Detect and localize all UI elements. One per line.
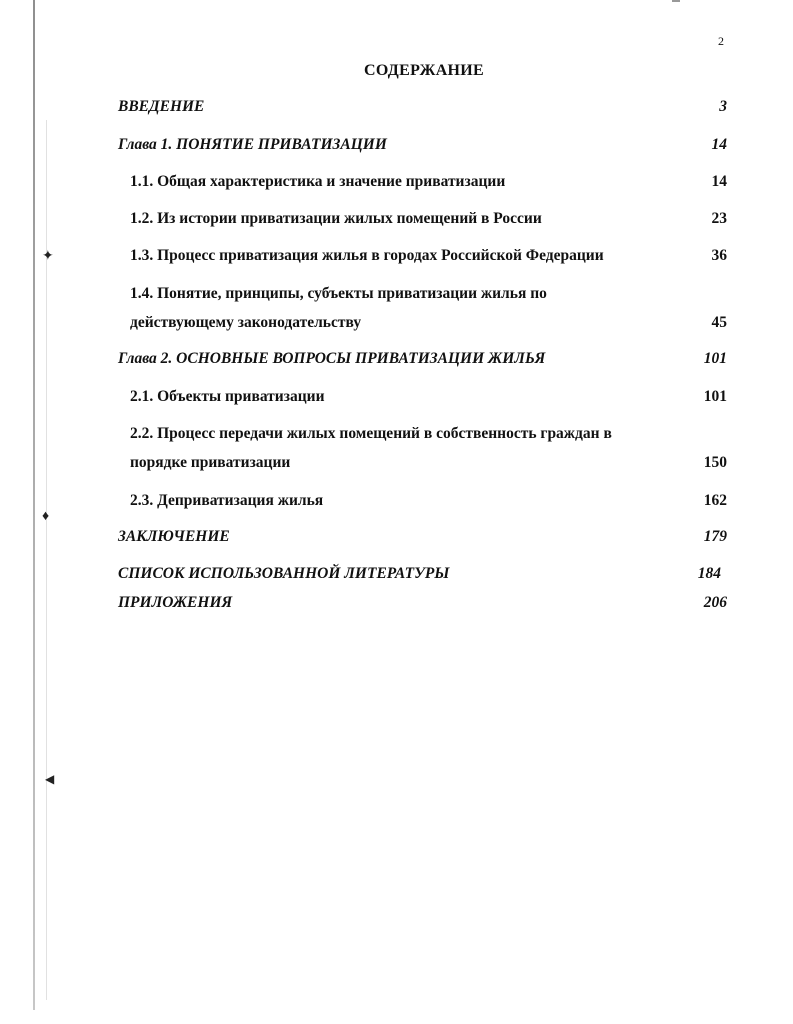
toc-entry-label: 1.1. Общая характеристика и значение приватизации: [130, 173, 506, 190]
toc-entry-section-1-2: [130, 210, 727, 232]
toc-entry-bibliography: [118, 565, 727, 587]
toc-entry-page: 45: [711, 314, 727, 331]
toc-entry-label: 1.3. Процесс приватизация жилья в городах Российской Федерации: [130, 247, 604, 264]
toc-entry-section-2-2: [130, 425, 727, 475]
toc-entry-page: 179: [703, 528, 727, 545]
toc-entry-conclusion: [118, 528, 727, 550]
toc-entry-page: 150: [703, 454, 727, 471]
toc-entry-section-2-3: [130, 492, 727, 514]
toc-entry-introduction: [118, 98, 727, 120]
page-number: 2: [718, 34, 724, 48]
toc-entry-page: 162: [703, 492, 727, 509]
scan-corner-mark: [672, 0, 680, 2]
toc-entry-label: 1.4. Понятие, принципы, субъекты приватизации жилья по: [130, 285, 547, 302]
scan-edge-line: [33, 0, 35, 1010]
toc-entry-page: 101: [703, 350, 727, 367]
toc-entry-label: 2.2. Процесс передачи жилых помещений в собственность граждан в: [130, 425, 612, 442]
scan-speck-icon: ♦: [42, 509, 50, 524]
toc-entry-label: 2.3. Деприватизация жилья: [130, 492, 324, 509]
toc-entry-label: ЗАКЛЮЧЕНИЕ: [118, 528, 230, 545]
toc-entry-label: ВВЕДЕНИЕ: [118, 98, 205, 115]
toc-entry-page: 14: [711, 173, 727, 190]
toc-entry-page: 101: [703, 388, 727, 405]
toc-entry-section-2-1: [130, 388, 727, 410]
toc-entry-page: 36: [711, 247, 727, 264]
toc-entry-chapter-1: [118, 136, 727, 158]
toc-entry-label-continued: порядке приватизации: [130, 454, 291, 471]
toc-entry-label: Глава 2. ОСНОВНЫЕ ВОПРОСЫ ПРИВАТИЗАЦИИ ЖИЛЬЯ: [118, 350, 546, 367]
toc-entry-section-1-4: [130, 285, 727, 335]
toc-entry-label-continued: действующему законодательству: [130, 314, 362, 331]
toc-entry-label: СПИСОК ИСПОЛЬЗОВАННОЙ ЛИТЕРАТУРЫ: [118, 565, 450, 582]
toc-entry-section-1-3: [130, 247, 727, 269]
toc-title: СОДЕРЖАНИЕ: [363, 62, 485, 79]
toc-entry-label: ПРИЛОЖЕНИЯ: [118, 594, 233, 611]
toc-entry-appendices: [118, 594, 727, 616]
toc-entry-page: 14: [711, 136, 727, 153]
toc-entry-page: 3: [719, 98, 727, 115]
toc-entry-page: 206: [703, 594, 727, 611]
toc-entry-label: 1.2. Из истории приватизации жилых помещений в России: [130, 210, 542, 227]
toc-entry-label: Глава 1. ПОНЯТИЕ ПРИВАТИЗАЦИИ: [118, 136, 387, 153]
toc-entry-page: 23: [711, 210, 727, 227]
toc-entry-label: 2.1. Объекты приватизации: [130, 388, 325, 405]
scan-speck-icon: ✦: [42, 249, 54, 264]
toc-entry-chapter-2: [118, 350, 727, 372]
toc-entry-section-1-1: [130, 173, 727, 195]
scan-speck-icon: ◀: [45, 772, 55, 786]
toc-entry-page: 184: [697, 565, 721, 582]
